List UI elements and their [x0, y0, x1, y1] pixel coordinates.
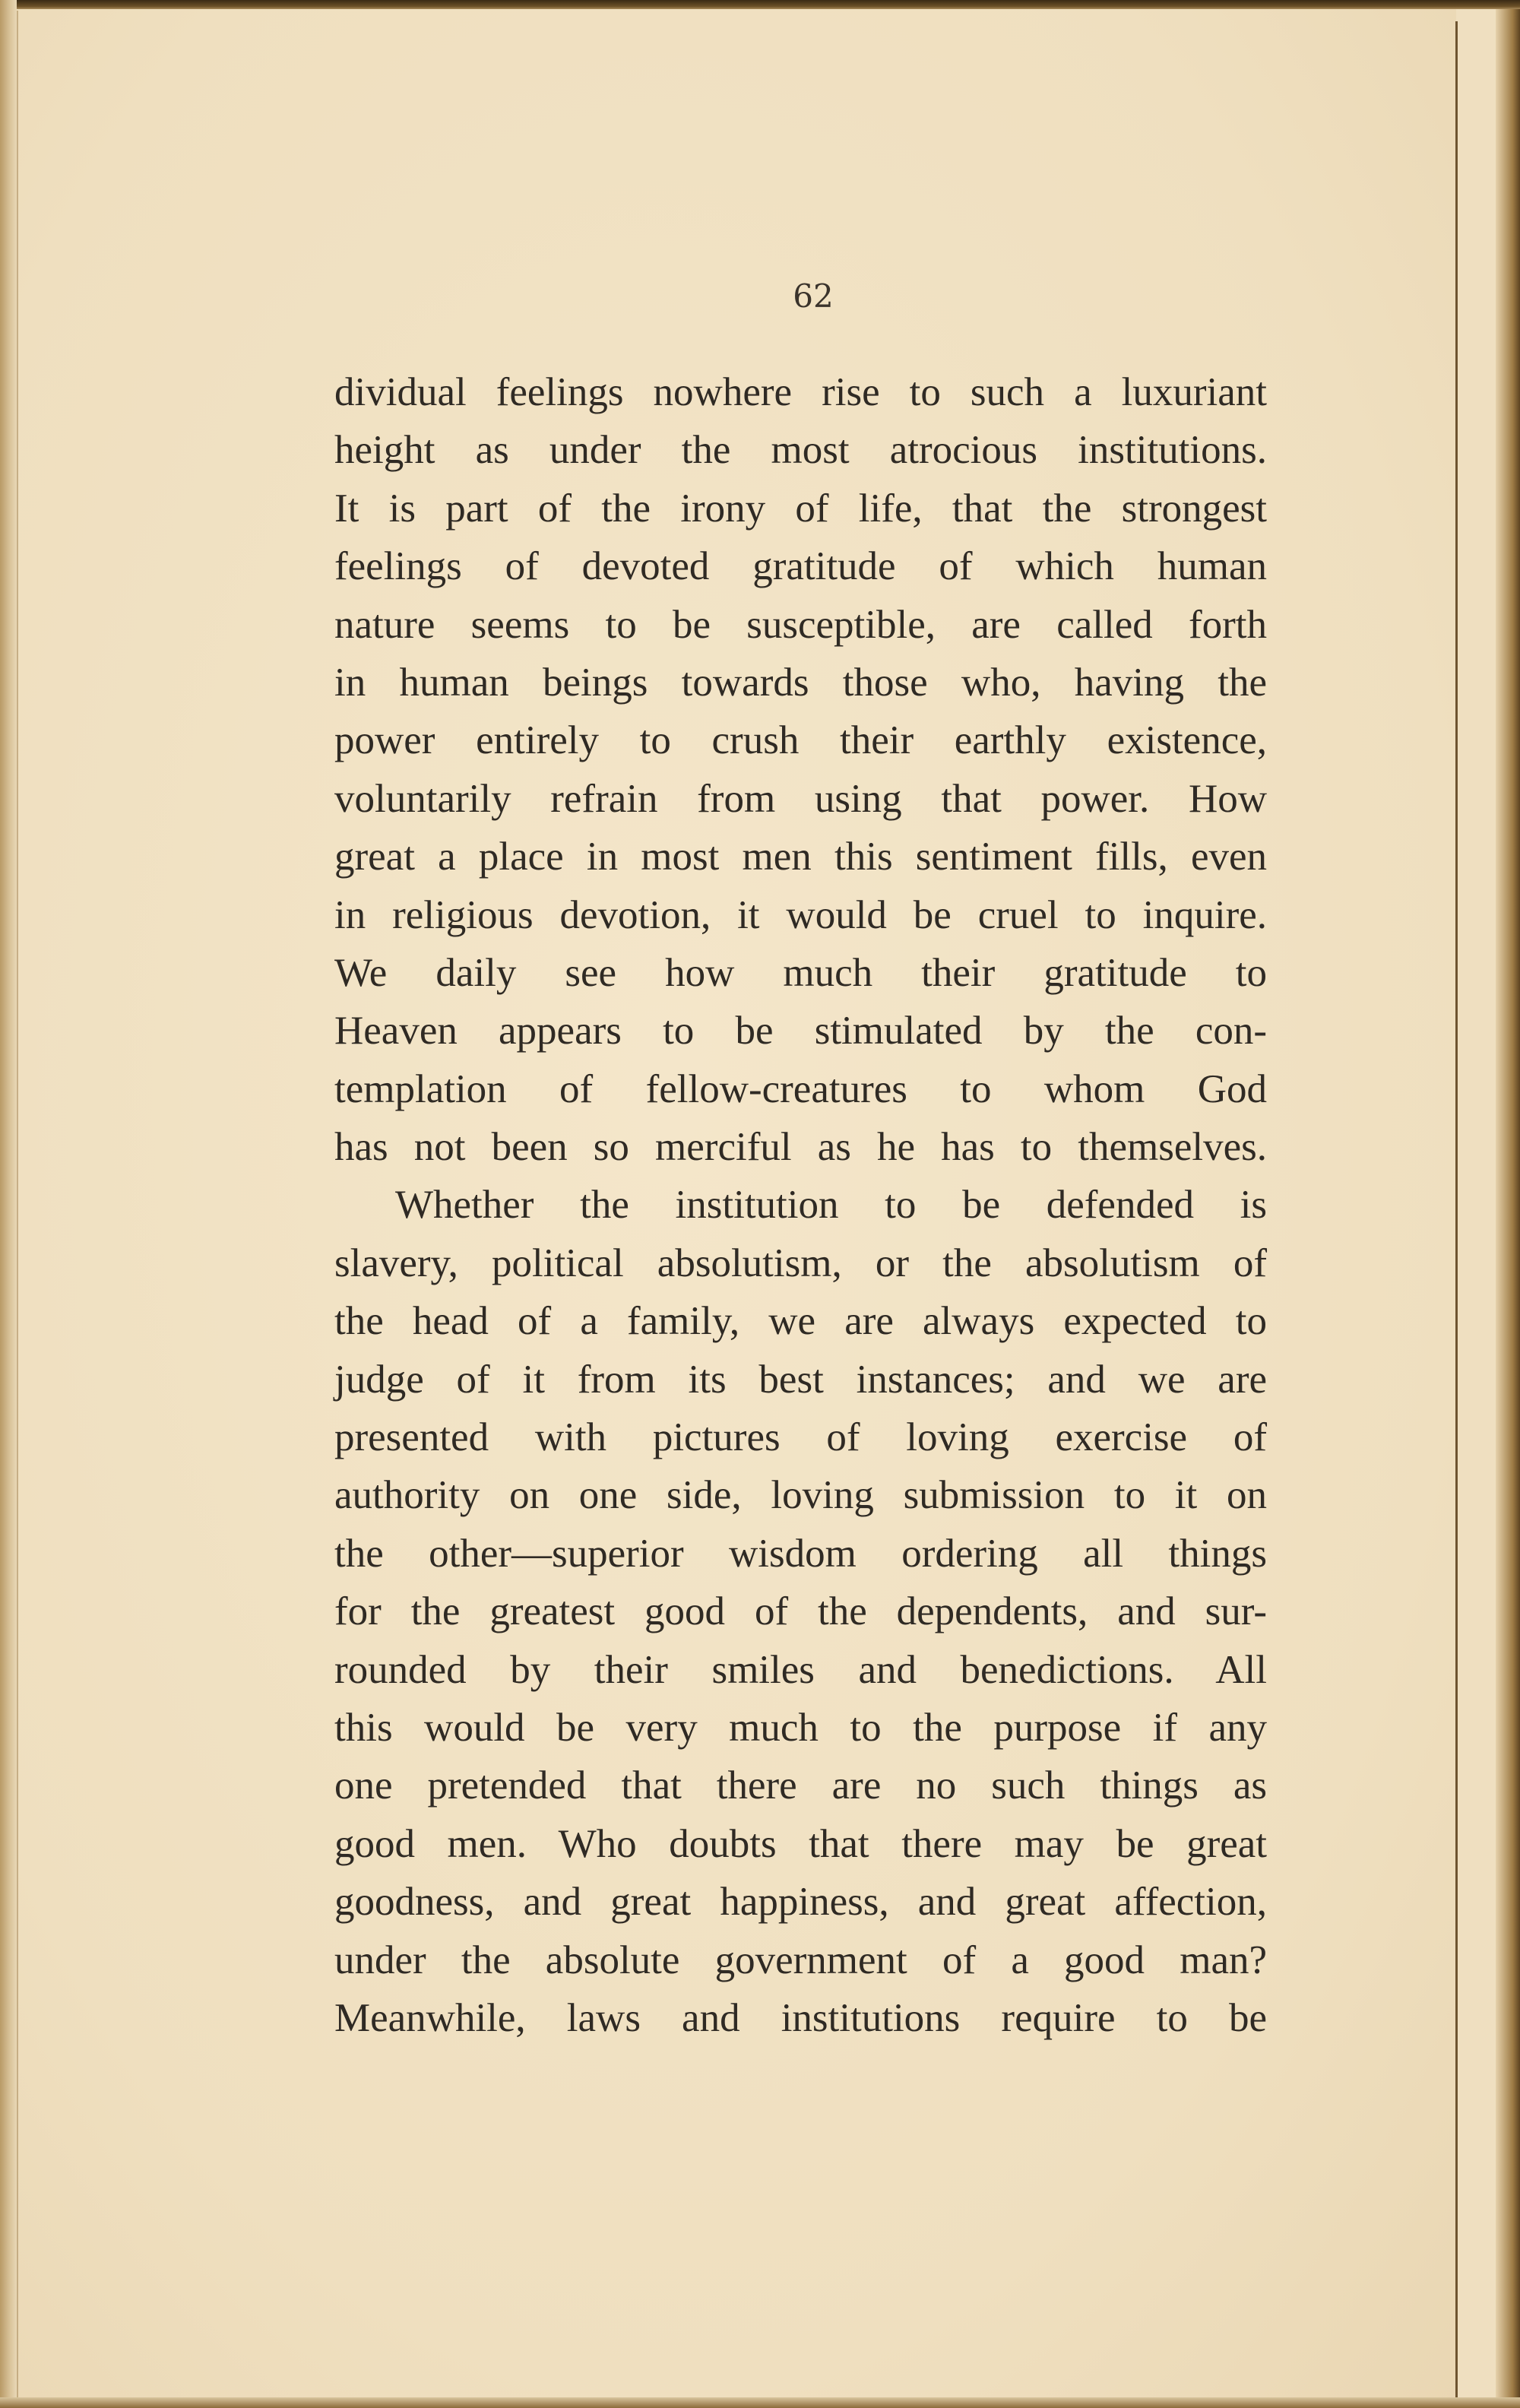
text-line: power entirely to crush their earthly existence,: [334, 718, 1267, 763]
text-line: for the greatest good of the dependents, and sur-: [334, 1589, 1267, 1634]
page-right-edge: [1496, 9, 1520, 2408]
text-line: Heaven appears to be stimulated by the con-: [334, 1009, 1267, 1054]
text-line: It is part of the irony of life, that the strongest: [334, 486, 1267, 531]
text-line: rounded by their smiles and benedictions. All: [334, 1647, 1267, 1692]
text-line: dividual feelings nowhere rise to such a luxuriant: [334, 370, 1267, 414]
page-right-rule: [1455, 21, 1458, 2400]
text-line: goodness, and great happiness, and great affection,: [334, 1880, 1267, 1925]
text-line: Meanwhile, laws and institutions require to be: [334, 1995, 1267, 2040]
text-line: good men. Who doubts that there may be great: [334, 1821, 1267, 1866]
text-line: presented with pictures of loving exercise of: [334, 1415, 1267, 1460]
text-line: the other—superior wisdom ordering all things: [334, 1531, 1267, 1576]
text-line: one pretended that there are no such things as: [334, 1763, 1267, 1808]
page-bottom-edge: [0, 2397, 1520, 2408]
text-line: We daily see how much their gratitude to: [334, 950, 1267, 995]
text-line: voluntarily refrain from using that power. How: [334, 776, 1267, 821]
text-line: under the absolute government of a good man?: [334, 1937, 1267, 1982]
text-line: authority on one side, loving submission to it on: [334, 1473, 1267, 1518]
body-text: [334, 363, 1267, 2047]
page-left-edge: [0, 0, 17, 2408]
text-line: slavery, political absolutism, or the absolutism of: [334, 1240, 1267, 1285]
text-line: great a place in most men this sentiment fills, even: [334, 835, 1267, 879]
text-line: feelings of devoted gratitude of which human: [334, 544, 1267, 589]
paragraph-start-line: Whether the institution to be defended is: [395, 1183, 1267, 1228]
text-line: nature seems to be susceptible, are called forth: [334, 602, 1267, 647]
text-line: has not been so merciful as he has to themselves.: [334, 1125, 1267, 1170]
text-line: in human beings towards those who, having the: [334, 660, 1267, 705]
text-line: in religious devotion, it would be cruel to inquire.: [334, 892, 1267, 937]
text-line: judge of it from its best instances; and we are: [334, 1357, 1267, 1402]
page-number: 62: [793, 277, 834, 315]
text-line: the head of a family, we are always expected to: [334, 1299, 1267, 1344]
page-left-rule: [17, 11, 18, 2397]
text-line: height as under the most atrocious institutions.: [334, 428, 1267, 473]
text-line: templation of fellow-creatures to whom God: [334, 1066, 1267, 1111]
text-line: this would be very much to the purpose if any: [334, 1705, 1267, 1750]
